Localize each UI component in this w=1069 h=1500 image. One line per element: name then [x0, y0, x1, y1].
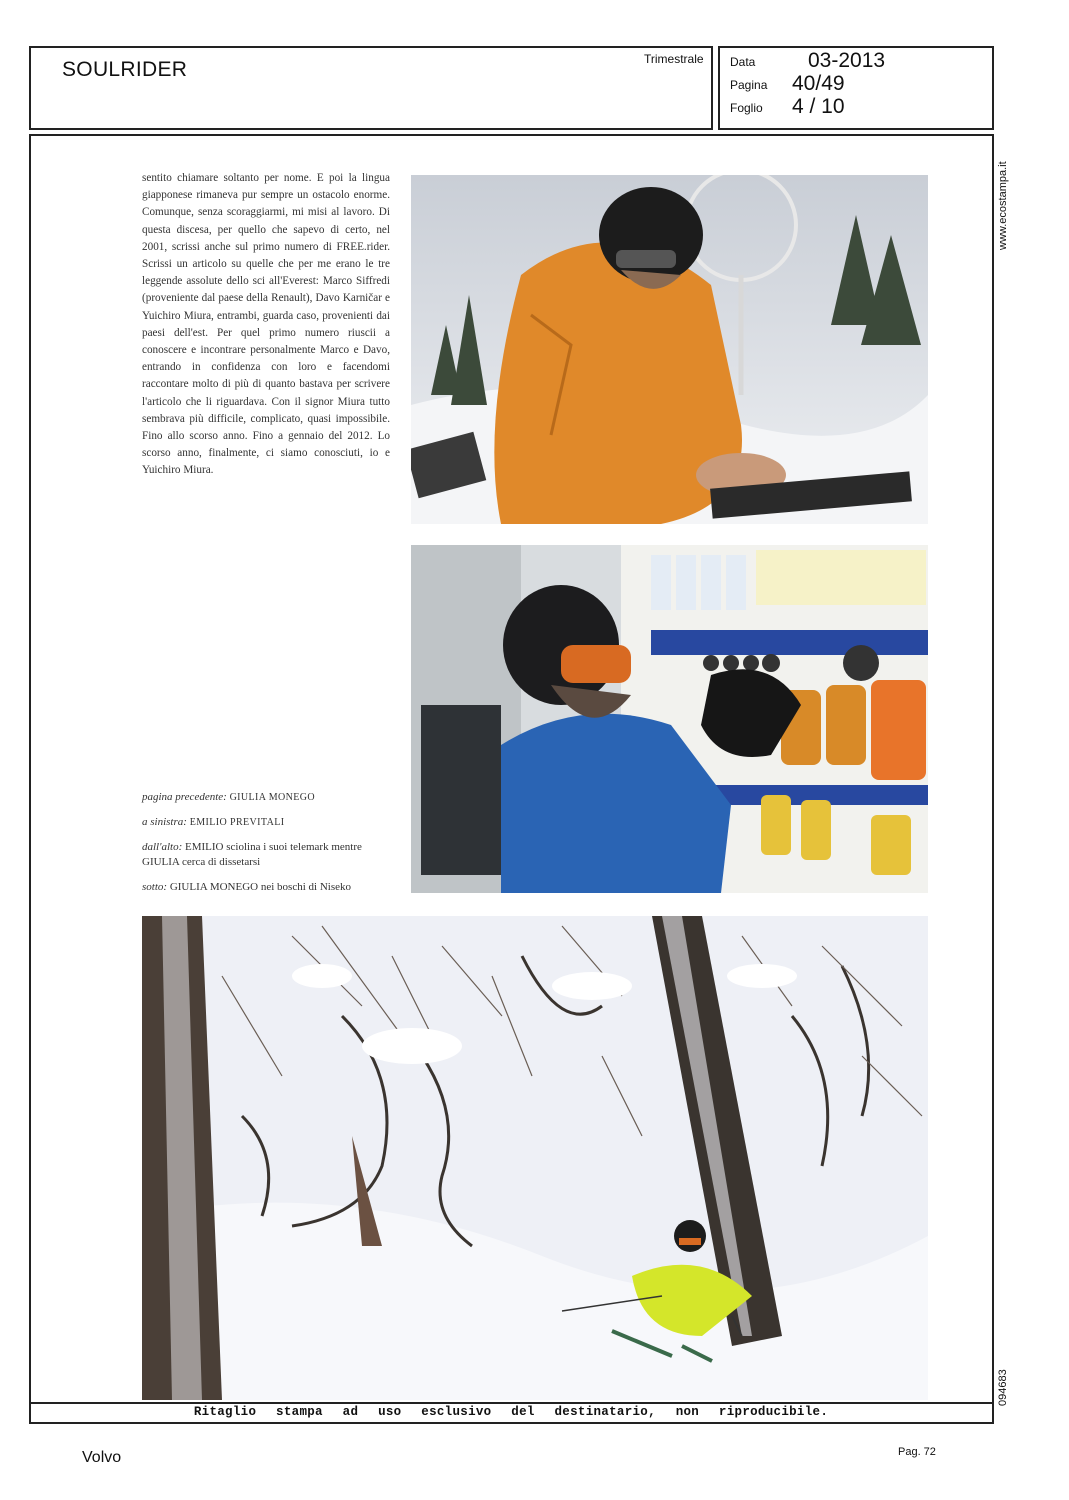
foglio-value: 4 / 10 [792, 95, 845, 118]
caption-left [142, 815, 392, 830]
caption-label: dall'alto: [142, 841, 183, 853]
footer-divider [30, 1402, 992, 1404]
photo-forest-skier [142, 916, 928, 1400]
photo-waxing-skis [411, 175, 928, 524]
article-body: sentito chiamare soltanto per nome. E poi la lingua giapponese rimaneva pur sempre un ostacolo enorme. Comunque, senza scoraggiarmi, mi misi al lavoro. Di questa discesa, per quello che sapevo di certo, nel 2001, scrissi anche sul primo numero di FREE.rider. Scrissi un articolo su quelle che per me erano le tre leggende assolute dello sci all'Everest: Marco Siffredi (proveniente dal paese della Renault), Davo Karničar e Yuichiro Miura, entrambi, guarda caso, provenienti dai paesi dell'est. Per quel primo numero riuscii a conoscere e incontrare personalmente Marco e Davo, entrando in confidenza con loro e facendomi raccontare molto di più di quanto bastava per scrivere l'articolo che li riguardava. Con il signor Miura tutto sembrava più difficile, complicato, quasi impossibile. Fino allo scorso anno. Fino a gennaio del 2012. Lo scorso anno, finalmente, ci siamo conosciuti, io e Yuichiro Miura. [142, 172, 390, 477]
website-side-text: www.ecostampa.it [997, 161, 1009, 250]
pagina-label: Pagina [730, 78, 768, 92]
foglio-label: Foglio [730, 101, 763, 115]
pagina-value: 40/49 [792, 72, 845, 95]
caption-text: GIULIA MONEGO [229, 792, 316, 803]
page-number: Pag. 72 [898, 1446, 936, 1458]
caption-text: GIULIA MONEGO nei boschi di Niseko [169, 881, 351, 893]
caption-text: EMILIO sciolina i suoi telemark mentre GIULIA cerca di dissetarsi [142, 841, 362, 868]
reproduction-notice: Ritaglio stampa ad uso esclusivo del destinatario, non riproducibile. [193, 1405, 829, 1419]
client-name: Volvo [82, 1449, 122, 1466]
caption-previous-page [142, 790, 392, 805]
caption-label: sotto: [142, 881, 168, 893]
caption-text: EMILIO PREVITALI [189, 817, 285, 828]
caption-below [142, 880, 392, 895]
caption-label: pagina precedente: [142, 791, 227, 803]
frequency-label: Trimestrale [644, 52, 704, 66]
photo-vending-machine [411, 545, 928, 893]
data-label: Data [730, 55, 756, 69]
data-value: 03-2013 [808, 49, 886, 72]
code-side-text: 094683 [997, 1369, 1009, 1406]
publication-title: SOULRIDER [62, 58, 188, 81]
caption-label: a sinistra: [142, 816, 187, 828]
caption-top [142, 840, 392, 870]
